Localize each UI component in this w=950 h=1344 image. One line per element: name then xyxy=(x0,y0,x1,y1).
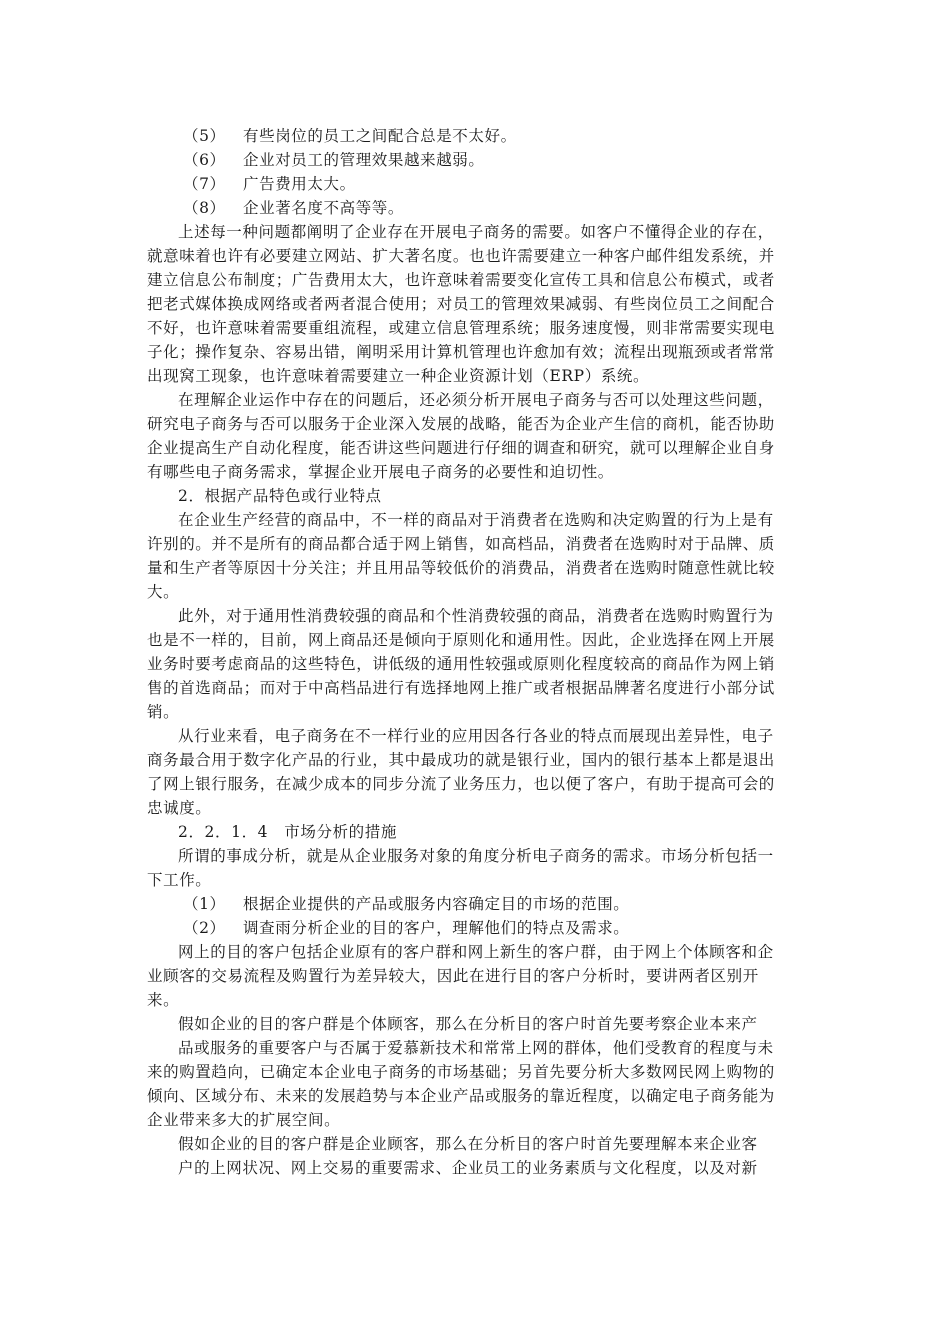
text-line: 销。 xyxy=(147,703,180,721)
text-line: 在企业生产经营的商品中，不一样的商品对于消费者在选购和决定购置的行为上是有 xyxy=(178,511,774,529)
list-item xyxy=(147,124,803,148)
text-line: 了网上银行服务，在减少成本的同步分流了业务压力，也以便了客户，有助于提高可会的 xyxy=(147,775,775,793)
paragraph-6 xyxy=(147,844,803,892)
document-body xyxy=(147,124,803,1180)
list-item xyxy=(147,916,803,940)
list-text: 调查雨分析企业的目的客户，理解他们的特点及需求。 xyxy=(243,919,630,937)
text-line: 子化；操作复杂、容易出错，阐明采用计算机管理也许愈加有效；流程出现瓶颈或者常常 xyxy=(147,343,775,361)
text-line: 此外，对于通用性消费较强的商品和个性消费较强的商品，消费者在选购时购置行为 xyxy=(178,607,774,625)
text-line: 许别的。并不是所有的商品都合适于网上销售，如高档品，消费者在选购时对于品牌、质 xyxy=(147,535,775,553)
paragraph-10 xyxy=(147,1132,803,1156)
list-text: 有些岗位的员工之间配合总是不太好。 xyxy=(243,127,517,145)
text-line: 假如企业的目的客户群是企业顾客，那么在分析目的客户时首先要理解本来企业客 xyxy=(178,1135,758,1153)
list-item xyxy=(147,196,803,220)
paragraph-7 xyxy=(147,940,803,1012)
text-line: 所谓的事成分析，就是从企业服务对象的角度分析电子商务的需求。市场分析包括一 xyxy=(178,847,774,865)
text-line: 有哪些电子商务需求，掌握企业开展电子商务的必要性和迫切性。 xyxy=(147,463,614,481)
text-line: 也是不一样的，目前，网上商品还是倾向于原则化和通用性。因此，企业选择在网上开展 xyxy=(147,631,775,649)
paragraph-4 xyxy=(147,604,803,724)
paragraph-3 xyxy=(147,508,803,604)
text-line: 在理解企业运作中存在的问题后，还必须分析开展电子商务与否可以处理这些问题， xyxy=(178,391,774,409)
paragraph-8 xyxy=(147,1012,803,1036)
text-line: 建立信息公布制度；广告费用太大，也许意味着需要变化宣传工具和信息公布模式，或者 xyxy=(147,271,775,289)
list-b xyxy=(147,892,803,940)
list-number: （1） xyxy=(183,895,226,913)
list-number: （5） xyxy=(183,127,226,145)
list-text: 企业对员工的管理效果越来越弱。 xyxy=(243,151,485,169)
text-line: 倾向、区域分布、未来的发展趋势与本企业产品或服务的靠近程度，以确定电子商务能为 xyxy=(147,1087,775,1105)
text-line: 户的上网状况、网上交易的重要需求、企业员工的业务素质与文化程度，以及对新 xyxy=(178,1159,758,1177)
section-heading: 2．2．1．4 市场分析的措施 xyxy=(178,823,397,841)
paragraph-5 xyxy=(147,724,803,820)
text-line: 忠诚度。 xyxy=(147,799,212,817)
paragraph-9 xyxy=(147,1036,803,1132)
paragraph-1 xyxy=(147,220,803,388)
list-a xyxy=(147,124,803,220)
text-line: 不好，也许意味着需要重组流程，或建立信息管理系统；服务速度慢，则非常需要实现电 xyxy=(147,319,775,337)
list-number: （7） xyxy=(183,175,226,193)
text-line: 品或服务的重要客户与否属于爱慕新技术和常常上网的群体，他们受教育的程度与未 xyxy=(178,1039,774,1057)
text-line: 企业提高生产自动化程度，能否讲这些问题进行仔细的调查和研究，就可以理解企业自身 xyxy=(147,439,775,457)
list-number: （8） xyxy=(183,199,226,217)
text-line: 上述每一种问题都阐明了企业存在开展电子商务的需要。如客户不懂得企业的存在， xyxy=(178,223,774,241)
text-line: 大。 xyxy=(147,583,180,601)
list-item xyxy=(147,172,803,196)
text-line: 售的首选商品；而对于中高档品进行有选择地网上推广或者根据品牌著名度进行小部分试 xyxy=(147,679,775,697)
text-line: 来。 xyxy=(147,991,180,1009)
list-text: 企业著名度不高等等。 xyxy=(243,199,405,217)
text-line: 从行业来看，电子商务在不一样行业的应用因各行各业的特点而展现出差异性，电子 xyxy=(178,727,774,745)
text-line: 企业带来多大的扩展空间。 xyxy=(147,1111,341,1129)
text-line: 出现窝工现象，也许意味着需要建立一种企业资源计划（ERP）系统。 xyxy=(147,367,650,385)
list-item xyxy=(147,148,803,172)
section-heading: 2．根据产品特色或行业特点 xyxy=(178,487,382,505)
text-line: 研究电子商务与否可以服务于企业深入发展的战略，能否为企业产生信的商机，能否协助 xyxy=(147,415,775,433)
list-number: （6） xyxy=(183,151,226,169)
text-line: 业顾客的交易流程及购置行为差异较大，因此在进行目的客户分析时，要讲两者区别开 xyxy=(147,967,759,985)
list-text: 根据企业提供的产品或服务内容确定目的市场的范围。 xyxy=(243,895,630,913)
text-line: 商务最合用于数字化产品的行业，其中最成功的就是银行业，国内的银行基本上都是退出 xyxy=(147,751,775,769)
text-line: 下工作。 xyxy=(147,871,212,889)
text-line: 假如企业的目的客户群是个体顾客，那么在分析目的客户时首先要考察企业本来产 xyxy=(178,1015,758,1033)
text-line: 把老式媒体换成网络或者两者混合使用；对员工的管理效果减弱、有些岗位员工之间配合 xyxy=(147,295,775,313)
list-item xyxy=(147,892,803,916)
paragraph-2 xyxy=(147,388,803,484)
text-line: 量和生产者等原因十分关注；并且用品等较低价的消费品，消费者在选购时随意性就比较 xyxy=(147,559,775,577)
text-line: 来的购置趋向，已确定本企业电子商务的市场基础；另首先要分析大多数网民网上购物的 xyxy=(147,1063,775,1081)
text-line: 网上的目的客户包括企业原有的客户群和网上新生的客户群，由于网上个体顾客和企 xyxy=(178,943,774,961)
list-number: （2） xyxy=(183,919,226,937)
text-line: 就意味着也许有必要建立网站、扩大著名度。也也许需要建立一种客户邮件组发系统，并 xyxy=(147,247,775,265)
list-text: 广告费用太大。 xyxy=(243,175,356,193)
text-line: 业务时要考虑商品的这些特色，讲低级的通用性较强或原则化程度较高的商品作为网上销 xyxy=(147,655,775,673)
paragraph-11 xyxy=(147,1156,803,1180)
